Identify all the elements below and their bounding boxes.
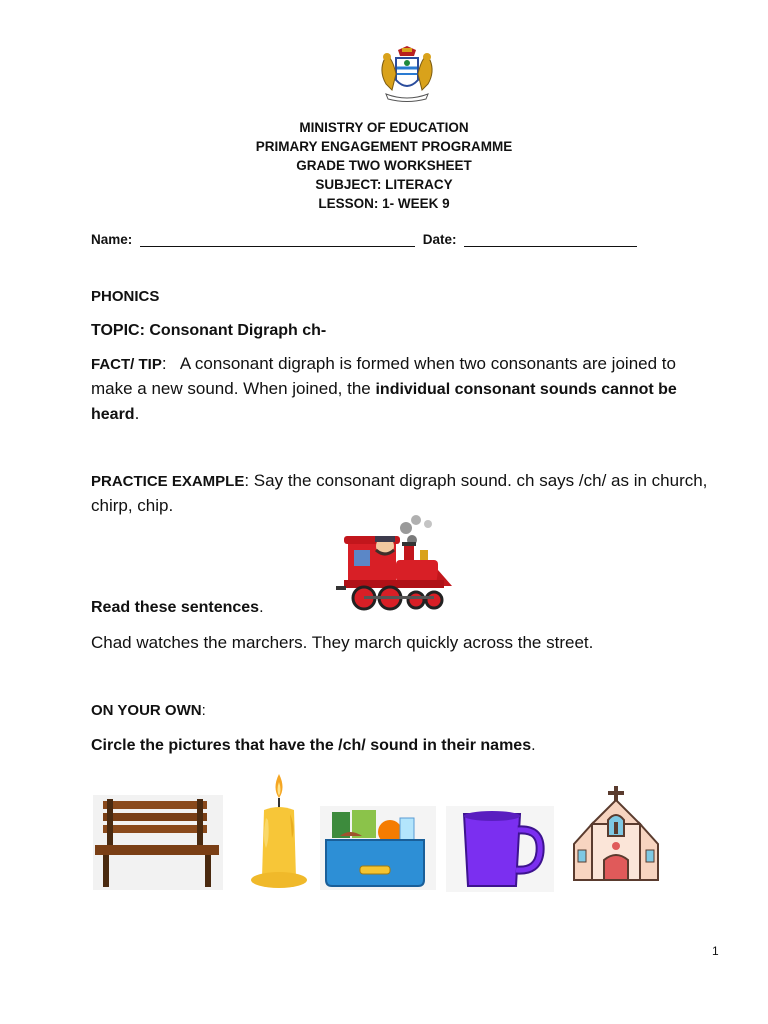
ministry-title: MINISTRY OF EDUCATION <box>299 120 469 135</box>
mug-icon[interactable] <box>446 806 554 892</box>
practice-example-label: PRACTICE EXAMPLE <box>91 473 245 490</box>
train-icon <box>336 514 458 614</box>
fact-tip-emphasis: individual consonant sounds cannot be heard <box>91 381 677 423</box>
programme-title: PRIMARY ENGAGEMENT PROGRAMME <box>255 139 513 154</box>
candle-icon[interactable] <box>240 768 318 892</box>
bench-icon[interactable] <box>93 795 223 890</box>
subject-line: SUBJECT: LITERACY <box>315 177 453 192</box>
church-icon[interactable] <box>570 784 662 884</box>
date-label: Date: <box>422 232 457 247</box>
name-date-row <box>91 232 637 247</box>
name-field[interactable] <box>140 232 415 247</box>
read-sentences-heading: Read these sentences. <box>91 599 264 616</box>
date-field[interactable] <box>464 232 637 247</box>
fact-tip-paragraph: FACT/ TIP: A consonant digraph is formed when two consonants are joined to make a new sound. When joined, the individual consonant sounds cannot be heard. <box>91 354 677 423</box>
worksheet-title: GRADE TWO WORKSHEET <box>296 158 472 173</box>
fact-tip-label: FACT/ TIP <box>91 356 162 373</box>
practice-sentences: Chad watches the marchers. They march quickly across the street. <box>91 633 594 652</box>
document-header <box>0 118 768 213</box>
on-your-own-heading: ON YOUR OWN: <box>91 702 206 719</box>
practice-example-text: : Say the consonant digraph sound. ch says /ch/ as in church, chirp, chip. <box>91 471 708 515</box>
lesson-line: LESSON: 1- WEEK 9 <box>318 196 450 211</box>
phonics-heading: PHONICS <box>91 288 160 305</box>
practice-example-paragraph <box>91 469 721 518</box>
circle-instruction: Circle the pictures that have the /ch/ sound in their names. <box>91 737 536 754</box>
fact-tip-text: A consonant digraph is formed when two consonants are joined to make a new sound. When joined, the <box>91 354 676 398</box>
page-number: 1 <box>712 944 719 958</box>
lunchbox-icon[interactable] <box>320 806 436 890</box>
topic-heading: TOPIC: Consonant Digraph ch- <box>91 322 327 339</box>
coat-of-arms-icon <box>376 44 438 104</box>
name-label: Name: <box>91 232 133 247</box>
